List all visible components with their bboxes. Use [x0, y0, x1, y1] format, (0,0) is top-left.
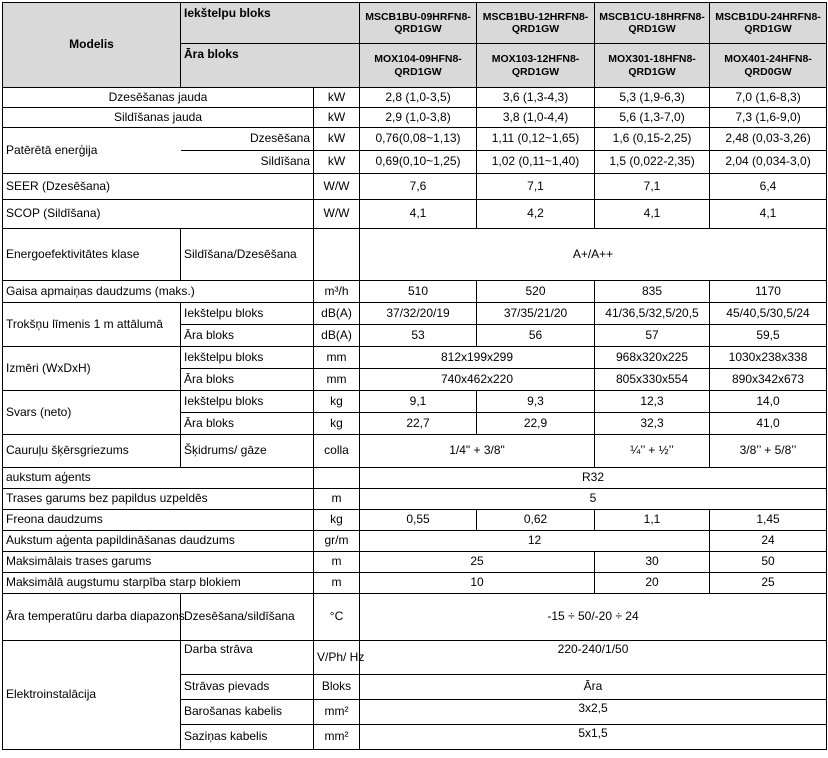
- table-row: [3, 88, 827, 108]
- value-cell: 1,11 (0,12~1,65): [477, 128, 595, 151]
- table-row: [3, 468, 827, 489]
- value-cell: 7,1: [477, 174, 595, 200]
- row-label: SEER (Dzesēšana): [3, 174, 314, 200]
- row-label: SCOP (Sildīšana): [3, 200, 314, 229]
- unit-cell: m: [314, 552, 360, 573]
- value-cell: 10: [360, 573, 595, 594]
- value-cell: 1,1: [595, 510, 710, 531]
- table-row: [3, 531, 827, 552]
- value-cell: 1,02 (0,11~1,40): [477, 151, 595, 174]
- value-cell: R32: [360, 468, 827, 489]
- row-label: Svars (neto): [3, 391, 181, 435]
- value-cell: 220-240/1/50: [360, 641, 827, 675]
- row-label: aukstum aģents: [3, 468, 314, 489]
- table-row: [3, 573, 827, 594]
- value-cell: 1,6 (0,15-2,25): [595, 128, 710, 151]
- value-cell: 5x1,5: [360, 725, 827, 750]
- value-cell: 41/36,5/32,5/20,5: [595, 303, 710, 325]
- value-cell: 0,62: [477, 510, 595, 531]
- value-cell: 7,6: [360, 174, 477, 200]
- value-cell: 14,0: [710, 391, 827, 413]
- value-cell: 3,6 (1,3-4,3): [477, 88, 595, 108]
- row-label: Elektroinstalācija: [3, 641, 181, 750]
- value-cell: 59,5: [710, 325, 827, 347]
- row-label: Dzesēšanas jauda: [3, 88, 314, 108]
- value-cell: 25: [360, 552, 595, 573]
- unit-cell: mm²: [314, 700, 360, 725]
- row-sublabel: Āra bloks: [181, 413, 314, 435]
- value-cell: 5,6 (1,3-7,0): [595, 108, 710, 128]
- table-row: [3, 594, 827, 641]
- value-cell: 57: [595, 325, 710, 347]
- value-cell: 5,3 (1,9-6,3): [595, 88, 710, 108]
- row-sublabel: Iekštelpu bloks: [181, 347, 314, 369]
- row-label: Aukstum aģenta papildināšanas daudzums: [3, 531, 314, 552]
- value-cell: Āra: [360, 675, 827, 700]
- value-cell: ¼’’ + ½’’: [595, 435, 710, 468]
- row-label: Trokšņu līmenis 1 m attālumā: [3, 303, 181, 347]
- value-cell: 41,0: [710, 413, 827, 435]
- row-label: Patērētā enerģija: [3, 128, 181, 174]
- unit-cell: mm: [314, 347, 360, 369]
- unit-cell: kg: [314, 510, 360, 531]
- row-sublabel: Iekštelpu bloks: [181, 391, 314, 413]
- value-cell: 2,04 (0,034-3,0): [710, 151, 827, 174]
- value-cell: A+/A++: [360, 229, 827, 281]
- unit-cell: dB(A): [314, 325, 360, 347]
- value-cell: 3x2,5: [360, 700, 827, 725]
- value-cell: 1,45: [710, 510, 827, 531]
- value-cell: 4,1: [360, 200, 477, 229]
- row-sublabel: Āra bloks: [181, 369, 314, 391]
- row-label: Āra temperatūru darba diapazons: [3, 594, 181, 641]
- table-row: [3, 303, 827, 325]
- value-cell: 3/8’’ + 5/8’’: [710, 435, 827, 468]
- row-sublabel: Barošanas kabelis: [181, 700, 314, 725]
- row-sublabel: Dzesēšana: [181, 128, 314, 151]
- value-cell: 0,55: [360, 510, 477, 531]
- table-row: [3, 641, 827, 675]
- row-label: Energoefektivitātes klase: [3, 229, 181, 281]
- row-sublabel: Šķidrums/ gāze: [181, 435, 314, 468]
- value-cell: -15 ÷ 50/-20 ÷ 24: [360, 594, 827, 641]
- unit-cell: kg: [314, 391, 360, 413]
- outdoor-model-2: MOX103-12HFN8- QRD1GW: [477, 44, 595, 88]
- unit-cell: m³/h: [314, 281, 360, 303]
- row-label: Trases garums bez papildus uzpeldēs: [3, 489, 314, 510]
- indoor-model-4: MSCB1DU-24HRFN8- QRD1GW: [710, 3, 827, 44]
- value-cell: 805x330x554: [595, 369, 710, 391]
- table-row: [3, 435, 827, 468]
- row-label: Maksimālais trases garums: [3, 552, 314, 573]
- row-label: Maksimālā augstumu starpība starp blokiem: [3, 573, 314, 594]
- unit-cell: Bloks: [314, 675, 360, 700]
- row-sublabel: Dzesēšana/sildīšana: [181, 594, 314, 641]
- value-cell: 0,69(0,10~1,25): [360, 151, 477, 174]
- value-cell: 12,3: [595, 391, 710, 413]
- value-cell: 37/35/21/20: [477, 303, 595, 325]
- indoor-model-2: MSCB1BU-12HRFN8- QRD1GW: [477, 3, 595, 44]
- table-row: [3, 489, 827, 510]
- unit-cell: V/Ph/ Hz: [314, 641, 360, 675]
- indoor-model-3: MSCB1CU-18HRFN8- QRD1GW: [595, 3, 710, 44]
- unit-cell: kg: [314, 413, 360, 435]
- value-cell: 1030x238x338: [710, 347, 827, 369]
- unit-cell: [314, 229, 360, 281]
- unit-cell: mm: [314, 369, 360, 391]
- value-cell: 890x342x673: [710, 369, 827, 391]
- value-cell: 6,4: [710, 174, 827, 200]
- value-cell: 20: [595, 573, 710, 594]
- unit-cell: W/W: [314, 174, 360, 200]
- table-row: [3, 128, 827, 151]
- value-cell: 812x199x299: [360, 347, 595, 369]
- unit-cell: kW: [314, 128, 360, 151]
- outdoor-unit-header: Āra bloks: [181, 44, 360, 88]
- row-sublabel: Saziņas kabelis: [181, 725, 314, 750]
- value-cell: 7,0 (1,6-8,3): [710, 88, 827, 108]
- value-cell: 30: [595, 552, 710, 573]
- value-cell: 510: [360, 281, 477, 303]
- unit-cell: °C: [314, 594, 360, 641]
- unit-cell: [314, 468, 360, 489]
- unit-cell: W/W: [314, 200, 360, 229]
- row-label: Izmēri (WxDxH): [3, 347, 181, 391]
- unit-cell: kW: [314, 108, 360, 128]
- value-cell: 1,5 (0,022-2,35): [595, 151, 710, 174]
- row-label: Cauruļu šķērsgriezums: [3, 435, 181, 468]
- outdoor-model-3: MOX301-18HFN8- QRD1GW: [595, 44, 710, 88]
- row-label: Sildīšanas jauda: [3, 108, 314, 128]
- value-cell: 45/40,5/30,5/24: [710, 303, 827, 325]
- row-label: Gaisa apmaiņas daudzums (maks.): [3, 281, 314, 303]
- value-cell: 4,1: [595, 200, 710, 229]
- value-cell: 12: [360, 531, 710, 552]
- indoor-model-1: MSCB1BU-09HRFN8- QRD1GW: [360, 3, 477, 44]
- value-cell: 0,76(0,08~1,13): [360, 128, 477, 151]
- row-sublabel: Sildīšana/Dzesēšana: [181, 229, 314, 281]
- unit-cell: m: [314, 489, 360, 510]
- outdoor-model-1: MOX104-09HFN8- QRD1GW: [360, 44, 477, 88]
- table-row: [3, 510, 827, 531]
- spec-table: [2, 2, 827, 750]
- value-cell: 968x320x225: [595, 347, 710, 369]
- table-row: [3, 391, 827, 413]
- indoor-unit-header: Iekštelpu bloks: [181, 3, 360, 44]
- value-cell: 22,7: [360, 413, 477, 435]
- table-row: [3, 108, 827, 128]
- unit-cell: m: [314, 573, 360, 594]
- row-sublabel: Āra bloks: [181, 325, 314, 347]
- unit-cell: mm²: [314, 725, 360, 750]
- table-row: [3, 200, 827, 229]
- value-cell: 2,9 (1,0-3,8): [360, 108, 477, 128]
- table-row: [3, 552, 827, 573]
- value-cell: 56: [477, 325, 595, 347]
- unit-cell: kW: [314, 88, 360, 108]
- model-header: Modelis: [3, 3, 181, 88]
- value-cell: 4,2: [477, 200, 595, 229]
- value-cell: 22,9: [477, 413, 595, 435]
- unit-cell: colla: [314, 435, 360, 468]
- value-cell: 1170: [710, 281, 827, 303]
- value-cell: 7,1: [595, 174, 710, 200]
- table-row: [3, 229, 827, 281]
- value-cell: 835: [595, 281, 710, 303]
- value-cell: 32,3: [595, 413, 710, 435]
- value-cell: 740x462x220: [360, 369, 595, 391]
- value-cell: 25: [710, 573, 827, 594]
- value-cell: 5: [360, 489, 827, 510]
- unit-cell: dB(A): [314, 303, 360, 325]
- value-cell: 3,8 (1,0-4,4): [477, 108, 595, 128]
- value-cell: 53: [360, 325, 477, 347]
- table-row: [3, 281, 827, 303]
- unit-cell: gr/m: [314, 531, 360, 552]
- table-row: [3, 174, 827, 200]
- value-cell: 24: [710, 531, 827, 552]
- value-cell: 37/32/20/19: [360, 303, 477, 325]
- row-sublabel: Iekštelpu bloks: [181, 303, 314, 325]
- value-cell: 9,1: [360, 391, 477, 413]
- value-cell: 2,8 (1,0-3,5): [360, 88, 477, 108]
- value-cell: 520: [477, 281, 595, 303]
- row-sublabel: Strāvas pievads: [181, 675, 314, 700]
- value-cell: 2,48 (0,03-3,26): [710, 128, 827, 151]
- outdoor-model-4: MOX401-24HFN8- QRD0GW: [710, 44, 827, 88]
- table-row: [3, 347, 827, 369]
- unit-cell: kW: [314, 151, 360, 174]
- value-cell: 1/4" + 3/8": [360, 435, 595, 468]
- value-cell: 50: [710, 552, 827, 573]
- row-label: Freona daudzums: [3, 510, 314, 531]
- value-cell: 4,1: [710, 200, 827, 229]
- row-sublabel: Darba strāva: [181, 641, 314, 675]
- row-sublabel: Sildīšana: [181, 151, 314, 174]
- value-cell: 9,3: [477, 391, 595, 413]
- value-cell: 7,3 (1,6-9,0): [710, 108, 827, 128]
